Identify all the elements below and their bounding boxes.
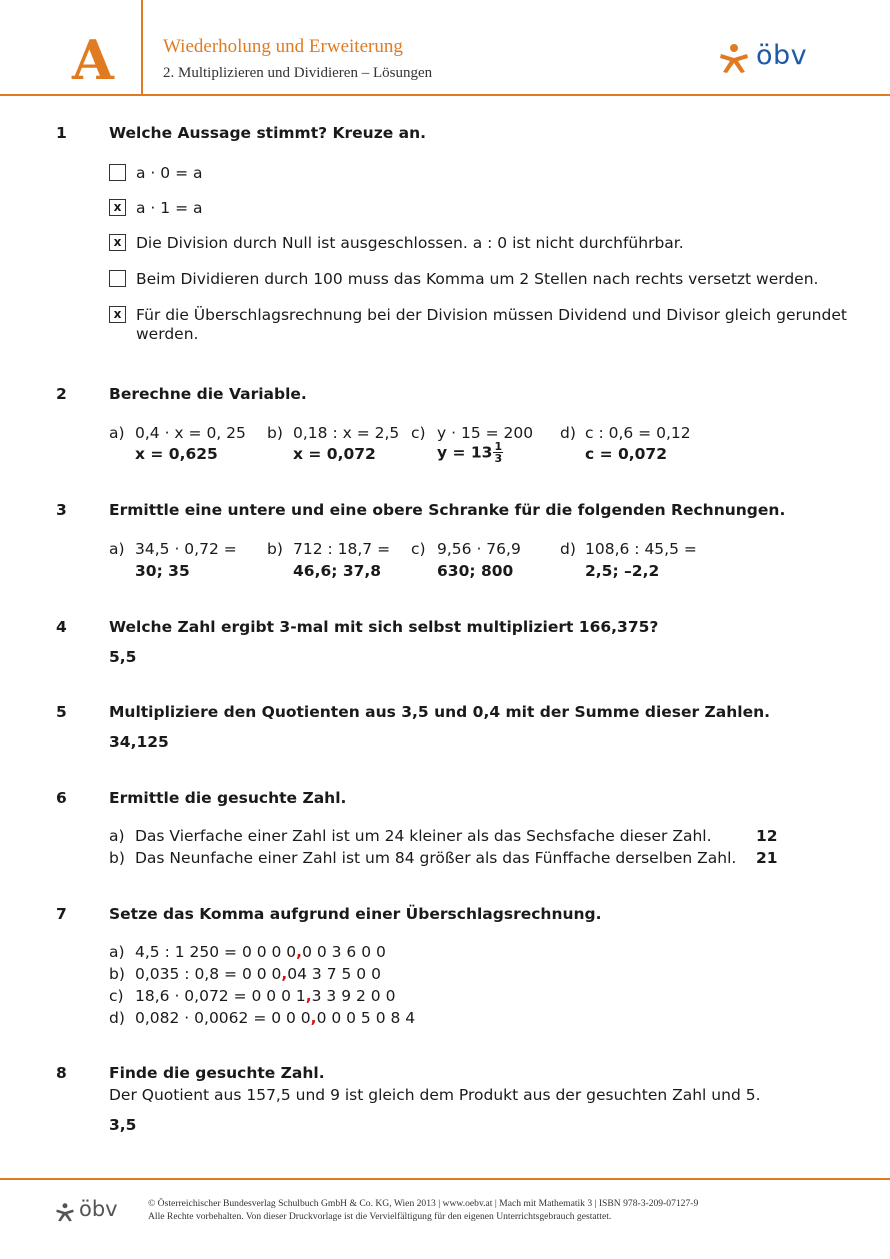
task-question: Berechne die Variable. <box>109 385 307 403</box>
checkbox[interactable] <box>109 270 126 287</box>
item-text: Das Vierfache einer Zahl ist um 24 kleiner als das Sechsfache dieser Zahl. <box>135 827 712 845</box>
comma-row <box>135 943 386 961</box>
task-question: Ermittle die gesuchte Zahl. <box>109 789 347 807</box>
digits-before: 18,6 · 0,072 = 0 0 0 1 <box>135 987 306 1005</box>
checkbox[interactable]: x <box>109 199 126 216</box>
fraction-numerator: 1 <box>494 440 503 453</box>
item-label: a) <box>109 540 125 558</box>
item-answer: 2,5; –2,2 <box>585 562 660 580</box>
item-label: c) <box>411 424 426 442</box>
item-label: b) <box>267 424 283 442</box>
item-problem: 108,6 : 45,5 = <box>585 540 697 558</box>
item-answer: x = 0,625 <box>135 445 218 463</box>
answer-whole: y = 13 <box>437 443 493 462</box>
task-number: 1 <box>56 124 67 142</box>
option-text: Für die Überschlagsrechnung bei der Division müssen Dividend und Divisor gleich gerundet <box>136 306 847 324</box>
item-answer: 30; 35 <box>135 562 190 580</box>
item-label: d) <box>109 1009 125 1027</box>
task-number: 8 <box>56 1064 67 1082</box>
footer-copyright: © Österreichischer Bundesverlag Schulbuch GmbH & Co. KG, Wien 2013 | www.oebv.at | Mach mit Mathematik 3 | ISBN 978-3-209-07127-9 <box>148 1198 699 1209</box>
task-question: Setze das Komma aufgrund einer Überschlagsrechnung. <box>109 905 602 923</box>
oebv-star-icon <box>55 1202 75 1226</box>
item-label: a) <box>109 943 125 961</box>
inserted-comma: , <box>281 965 288 983</box>
option-text: a · 1 = a <box>136 199 203 217</box>
task-question: Welche Zahl ergibt 3-mal mit sich selbst multipliziert 166,375? <box>109 618 659 636</box>
item-label: b) <box>109 965 125 983</box>
digits-after: 04 3 7 5 0 0 <box>287 965 381 983</box>
item-problem: 34,5 · 0,72 = <box>135 540 237 558</box>
comma-row <box>135 987 395 1005</box>
inserted-comma: , <box>296 943 303 961</box>
item-problem: 9,56 · 76,9 <box>437 540 521 558</box>
checkbox[interactable]: x <box>109 306 126 323</box>
footer-logo: öbv <box>79 1197 118 1221</box>
item-label: b) <box>267 540 283 558</box>
item-answer: 46,6; 37,8 <box>293 562 382 580</box>
inserted-comma: , <box>310 1009 317 1027</box>
task-answer: 34,125 <box>109 733 169 751</box>
header-rule <box>0 94 890 96</box>
item-label: c) <box>109 987 124 1005</box>
digits-after: 0 0 0 5 0 8 4 <box>316 1009 416 1027</box>
option-text: werden. <box>136 325 199 343</box>
checkbox[interactable]: x <box>109 234 126 251</box>
digits-after: 0 0 3 6 0 0 <box>302 943 386 961</box>
fraction-denominator: 3 <box>494 452 503 465</box>
item-label: a) <box>109 827 125 845</box>
option-text: Die Division durch Null ist ausgeschlossen. a : 0 ist nicht durchführbar. <box>136 234 684 252</box>
task-question: Finde die gesuchte Zahl. <box>109 1064 325 1082</box>
task-text: Der Quotient aus 157,5 und 9 ist gleich dem Produkt aus der gesuchten Zahl und 5. <box>109 1086 761 1104</box>
digits-before: 0,035 : 0,8 = 0 0 0 <box>135 965 282 983</box>
task-answer: 3,5 <box>109 1116 137 1134</box>
task-number: 4 <box>56 618 67 636</box>
task-number: 6 <box>56 789 67 807</box>
task-answer: 5,5 <box>109 648 137 666</box>
task-number: 7 <box>56 905 67 923</box>
comma-row <box>135 965 381 983</box>
item-problem: y · 15 = 200 <box>437 424 534 442</box>
item-problem: 0,4 · x = 0, 25 <box>135 424 246 442</box>
item-answer: 21 <box>756 849 778 867</box>
item-text: Das Neunfache einer Zahl ist um 84 größer als das Fünffache derselben Zahl. <box>135 849 737 867</box>
item-label: a) <box>109 424 125 442</box>
item-label: d) <box>560 540 576 558</box>
header-divider <box>141 0 143 95</box>
option-text: Beim Dividieren durch 100 muss das Komma um 2 Stellen nach rechts versetzt werden. <box>136 270 819 288</box>
fraction <box>493 441 503 464</box>
digits-before: 0,082 · 0,0062 = 0 0 0 <box>135 1009 311 1027</box>
checkbox[interactable] <box>109 164 126 181</box>
item-answer <box>437 441 503 464</box>
task-question: Welche Aussage stimmt? Kreuze an. <box>109 124 427 142</box>
item-answer: c = 0,072 <box>585 445 667 463</box>
option-text: a · 0 = a <box>136 164 203 182</box>
task-number: 3 <box>56 501 67 519</box>
inserted-comma: , <box>305 987 312 1005</box>
comma-row <box>135 1009 415 1027</box>
page-subtitle: 2. Multiplizieren und Dividieren – Lösungen <box>163 65 433 81</box>
section-letter: A <box>72 28 114 92</box>
digits-before: 4,5 : 1 250 = 0 0 0 0 <box>135 943 297 961</box>
footer-rule <box>0 1178 890 1180</box>
item-answer: 12 <box>756 827 778 845</box>
task-question: Multipliziere den Quotienten aus 3,5 und 0,4 mit der Summe dieser Zahlen. <box>109 703 771 721</box>
item-problem: c : 0,6 = 0,12 <box>585 424 691 442</box>
item-label: c) <box>411 540 426 558</box>
item-problem: 0,18 : x = 2,5 <box>293 424 400 442</box>
task-number: 2 <box>56 385 67 403</box>
item-answer: 630; 800 <box>437 562 514 580</box>
item-answer: x = 0,072 <box>293 445 376 463</box>
item-problem: 712 : 18,7 = <box>293 540 391 558</box>
oebv-star-icon <box>718 42 750 78</box>
footer-rights: Alle Rechte vorbehalten. Von dieser Druckvorlage ist die Vervielfältigung für den eigenen Unterrichtsgebrauch gestattet. <box>148 1211 612 1222</box>
task-question: Ermittle eine untere und eine obere Schranke für die folgenden Rechnungen. <box>109 501 786 519</box>
item-label: d) <box>560 424 576 442</box>
item-label: b) <box>109 849 125 867</box>
oebv-logo: öbv <box>756 40 808 71</box>
digits-after: 3 3 9 2 0 0 <box>311 987 396 1005</box>
task-number: 5 <box>56 703 67 721</box>
page-title: Wiederholung und Erweiterung <box>163 36 403 57</box>
